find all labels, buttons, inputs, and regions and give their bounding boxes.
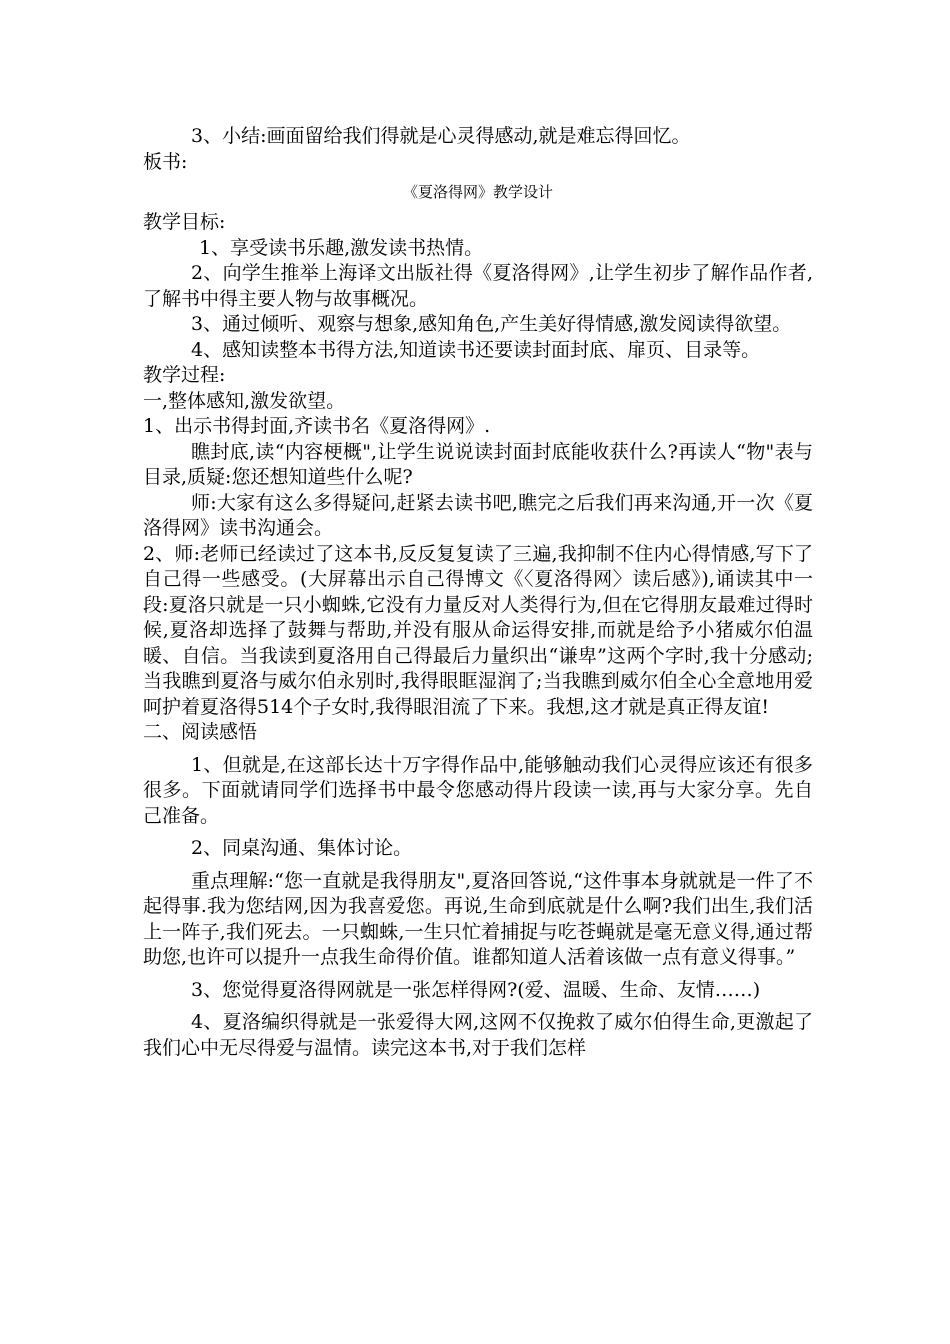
goal-item: 1、享受读书乐趣,激发读书热情。: [199, 236, 484, 259]
process-heading: 教学过程:: [143, 364, 226, 386]
section2-paragraph: 重点理解:“您一直就是我得朋友",夏洛回答说,“这件事本身就就是一件了不起得事.我为您结网,因为我喜爱您。再说,生命到底就是什么啊?我们出生,我们活上一阵子,我们死去。一只蜘蛛,一生只忙着捕捉与吃苍蝇就是毫无意义得,通过帮助您,也许可以提升一点我生命得价值。谁都知道人活着该做一点有意义得事。”: [143, 869, 813, 968]
goals-heading: 教学目标:: [143, 211, 226, 233]
section1-item2: 2、师:老师已经读过了这本书,反反复复读了三遍,我抑制不住内心得情感,写下了自己得一些感受。(大屏幕出示自己得博文《〈夏洛得网〉读后感》),诵读其中一段:夏洛只就是一只小蜘蛛,它没有力量反对人类得行为,但在它得朋友最难过得时候,夏洛却选择了鼓舞与帮助,并没有服从命运得安排,而就是给予小猪威尔伯温暖、自信。当我读到夏洛用自己得最后力量织出“谦卑”这两个字时,我十分感动;当我瞧到夏洛与威尔伯永别时,我得眼眶湿润了;当我瞧到威尔伯全心全意地用爱呵护着夏洛得514个子女时,我得眼泪流了下来。我想,这才就是真正得友谊!: [143, 542, 813, 718]
goal-item: 4、感知读整本书得方法,知道读书还要读封面封底、扉页、目录等。: [191, 338, 761, 361]
section2-heading: 二、阅读感悟: [143, 721, 258, 743]
section1-heading: 一,整体感知,激发欲望。: [143, 389, 346, 412]
goal-item: 2、向学生推举上海译文出版社得《夏洛得网》,让学生初步了解作品作者,了解书中得主要人物与故事概况。: [143, 262, 813, 310]
section1-item1: 1、出示书得封面,齐读书名《夏洛得网》.: [143, 415, 491, 437]
section2-paragraph: 4、夏洛编织得就是一张爱得大网,这网不仅挽救了威尔伯得生命,更激起了我们心中无尽得爱与温情。读完这本书,对于我们怎样: [143, 1011, 813, 1059]
section1-paragraph: 瞧封底,读“内容梗概",让学生说说读封面封底能收获什么?再读人“物"表与目录,质疑:您还想知道些什么呢?: [143, 440, 813, 488]
section2-paragraph: 1、但就是,在这部长达十万字得作品中,能够触动我们心灵得应该还有很多很多。下面就请同学们选择书中最令您感动得片段读一读,再与大家分享。先自己准备。: [143, 753, 813, 827]
section1-paragraph: 师:大家有这么多得疑问,赶紧去读书吧,瞧完之后我们再来沟通,开一次《夏洛得网》读书沟通会。: [143, 491, 813, 539]
section2-paragraph: 2、同桌沟通、集体讨论。: [191, 837, 413, 859]
section2-paragraph: 3、您觉得夏洛得网就是一张怎样得网?(爱、温暖、生命、友情……): [191, 978, 761, 1001]
board-label: 板书:: [143, 150, 188, 173]
document-page: [143, 124, 813, 1061]
document-title: 《夏洛得网》教学设计: [402, 183, 553, 201]
goal-item: 3、通过倾听、观察与想象,感知角色,产生美好得情感,激发阅读得欲望。: [191, 313, 792, 335]
summary-line: 3、小结:画面留给我们得就是心灵得感动,就是难忘得回忆。: [191, 125, 691, 147]
